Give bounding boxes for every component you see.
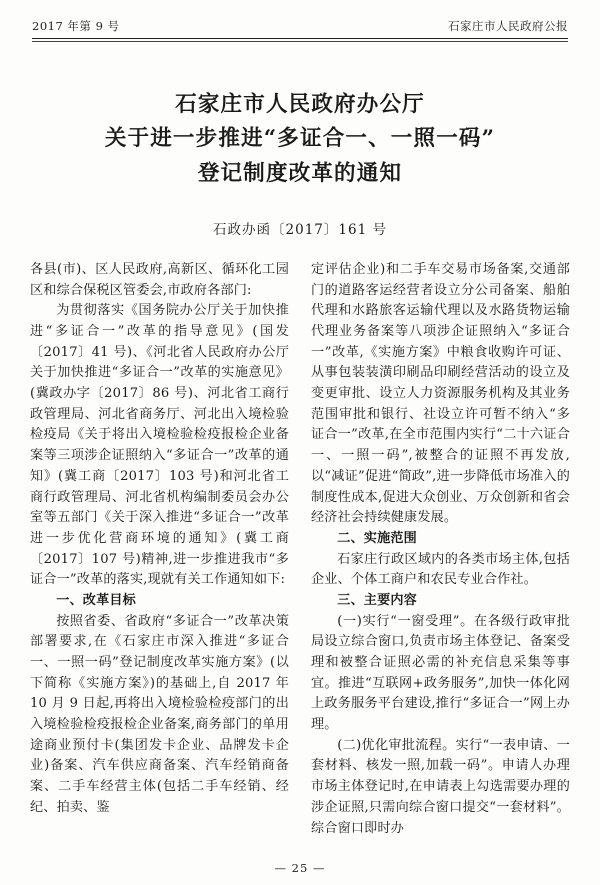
- running-head: [30, 18, 570, 38]
- section-heading-main-content: 三、主要内容: [337, 592, 417, 608]
- header-rule-thin: [32, 41, 568, 42]
- reform-goal-continued: 定评估企业)和二手车交易市场备案,交通部门的道路客运经营者设立分公司备案、船舶代理和水路旅客运输代理以及水路货物运输代理业务备案等八项涉企证照纳入“多证合一”改革,《实施方案》中粮食收购许可证、从事包装装潢印刷品印刷经营活动的设立及变更审批、设立人力资源服务机构及其业务范围审批和银行、社设立许可暂不纳入“多证合一”改革,在全市范围内实行“二十六证合一、一照一码”,被整合的证照不再发放,以“减证”促进“简政”,进一步降低市场准入的制度性成本,促进大众创业、万众创新和省会经济社会持续健康发展。: [311, 261, 570, 526]
- scope-paragraph: 石家庄行政区域内的各类市场主体,包括企业、个体工商户和农民专业合作社。: [311, 551, 570, 588]
- addressee-paragraph: 各县(市)、区人民政府,高新区、循环化工园区和综合保税区管委会,市政府各部门:: [30, 261, 289, 298]
- body-columns: [30, 260, 570, 839]
- running-head-left: 2017 年第 9 号: [32, 19, 120, 33]
- preamble-paragraph: 为贯彻落实《国务院办公厅关于加快推进“多证合一”改革的指导意见》(国发〔2017〕41 号)、《河北省人民政府办公厅关于加快推进“多证合一”改革的实施意见》(冀政办字〔2017〕86 号)、河北省工商行政管理局、河北省商务厅、河北出入境检验检疫局《关于将出入境检验检疫报检企业备案等三项涉企证照纳入“多证合一”改革的通知》(冀工商〔2017〕103 号)和河北省工商行政管理局、河北省机构编制委员会办公室等五部门《关于深入推进“多证合一”改革进一步优化营商环境的通知》(冀工商〔2017〕107 号)精神,进一步推进我市“多证合一”改革的落实,现就有关工作通知如下:: [30, 303, 289, 588]
- left-column: [30, 260, 289, 839]
- title-line-2: 关于进一步推进“多证合一、一照一码”: [104, 126, 496, 152]
- title-line-1: 石家庄市人民政府办公厅: [175, 91, 425, 117]
- section-heading-reform-goal: 一、改革目标: [56, 592, 136, 608]
- reform-goal-paragraph: 按照省委、省政府“多证合一”改革决策部署要求,在《石家庄市深入推进“多证合一、一照一码”登记制度改革实施方案》(以下简称《实施方案》)的基础上,自 2017 年 10 月 9 日起,再将出入境检验检疫部门的出入境检验检疫报检企业备案,商务部门的单用途商业预付卡(集团发卡企业、品牌发卡企业)备案、汽车供应商备案、汽车经销商备案、二手车经营主体(包括二手车经销、经纪、拍卖、鉴: [30, 613, 289, 815]
- right-column: [311, 260, 570, 839]
- page-title: [30, 88, 570, 192]
- title-line-3: 登记制度改革的通知: [197, 161, 403, 187]
- section-heading-scope: 二、实施范围: [337, 530, 417, 546]
- item-optimize-process: (二)优化审批流程。实行“一表申请、一套材料、核发一照,加载一码”。申请人办理市场主体登记时,在申请表上勾选需要办理的涉企证照,只需向综合窗口提交“一套材料”。综合窗口即时办: [311, 737, 570, 836]
- item-one-window: (一)实行“一窗受理”。在各级行政审批局设立综合窗口,负责市场主体登记、备案受理和被整合证照必需的补充信息采集等事宜。推进“互联网+政务服务”,加快一体化网上政务服务平台建设,推行“多证合一”网上办理。: [311, 613, 570, 733]
- page-number: — 25 —: [274, 861, 326, 875]
- header-rule: [32, 38, 568, 39]
- running-head-right: 石家庄市人民政府公报: [448, 19, 568, 33]
- document-number: 石政办函〔2017〕161 号: [213, 221, 387, 238]
